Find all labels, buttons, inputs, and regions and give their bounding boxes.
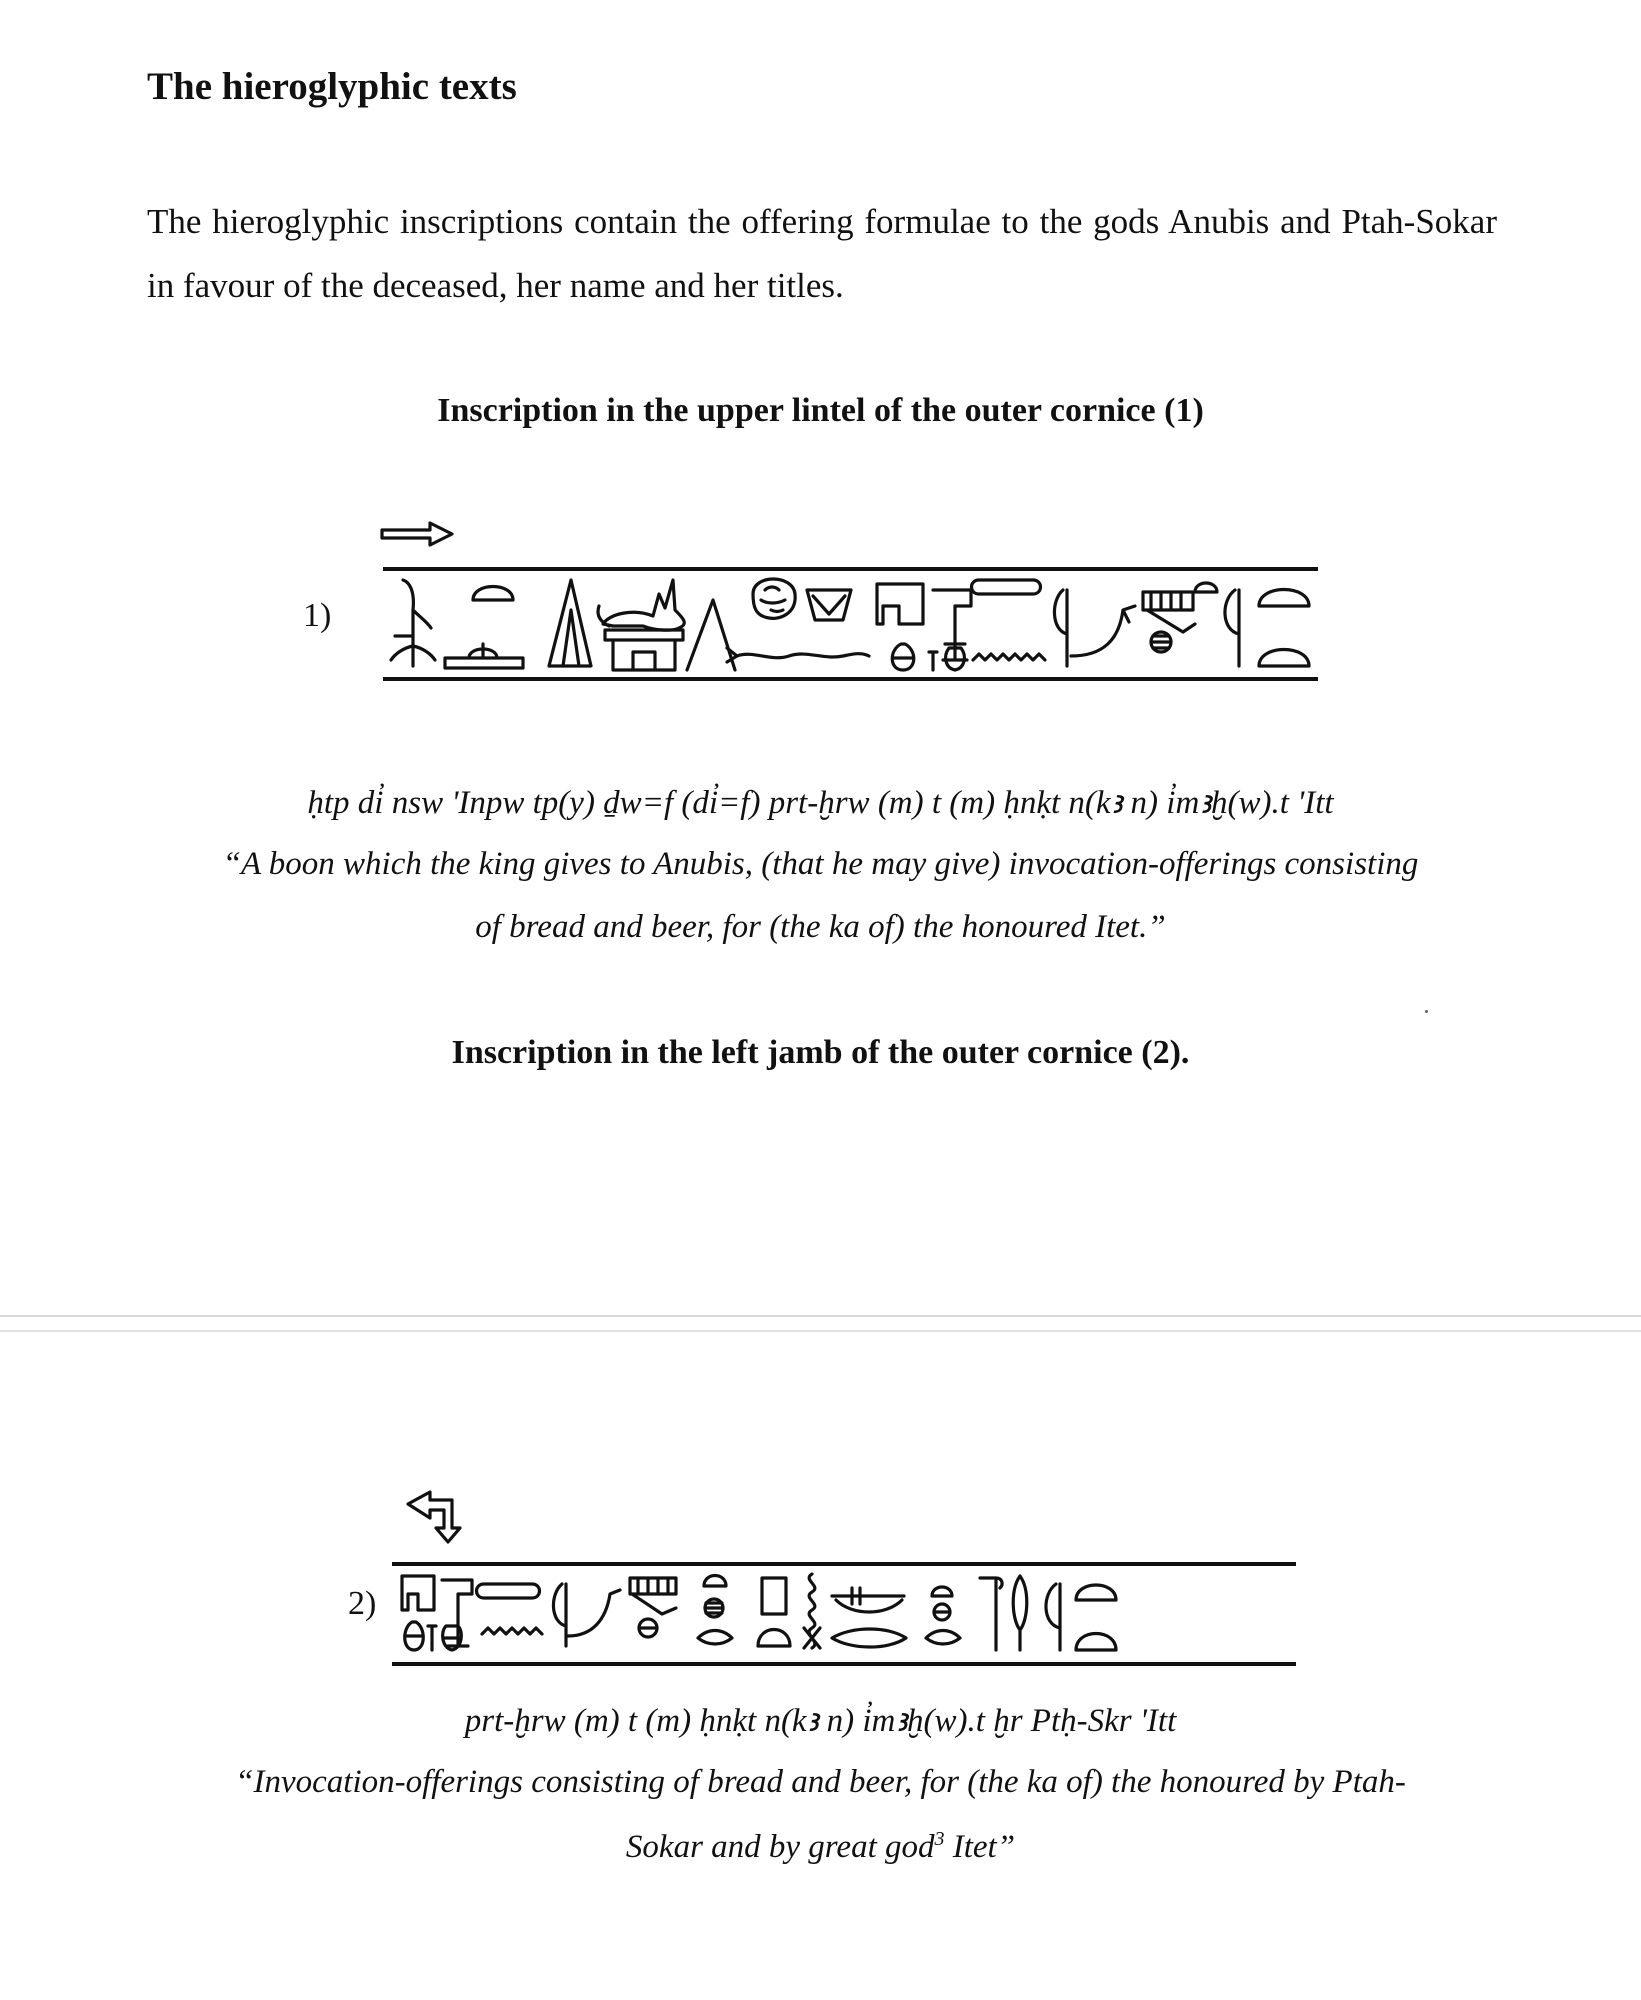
inscription-1-transliteration: ḥtp di̓ nsw 'Inpw tp(y) ḏw=f (di̓=f) prt-ḫrw (m) t (m) ḥnḳt n(kꜣ n) i̓mꜣḫ(w).t 'Itt xyxy=(307,785,1334,821)
inscription-2-glyph-row xyxy=(392,1566,1296,1662)
inscription-2-translation-line-1: “Invocation-offerings consisting of bread and beer, for (the ka of) the honoured by Ptah- xyxy=(235,1764,1406,1800)
page-break-line xyxy=(0,1315,1641,1317)
reed-leaf-icon xyxy=(1046,1584,1060,1650)
bread-loaf-icon xyxy=(972,580,1041,594)
placenta-icon xyxy=(1151,632,1171,652)
inscription-2-title: Inscription in the left jamb of the outer cornice (2). xyxy=(451,1034,1190,1071)
inscription-1-glyph-row xyxy=(383,570,1318,680)
translation-text: Itet” xyxy=(944,1829,1016,1865)
mouth-stroke-icon xyxy=(687,600,735,670)
plough-icon xyxy=(1143,592,1195,632)
page-break-line xyxy=(0,1330,1641,1332)
stool-icon xyxy=(758,1578,790,1646)
sedge-plant-icon xyxy=(391,580,435,666)
reed-leaf-icon xyxy=(1225,590,1239,666)
intro-paragraph: The hieroglyphic inscriptions contain the offering formulae to the gods Anubis and Ptah-Sokar in favour of the deceased, her name and her titles. xyxy=(147,202,1497,305)
bread-loaf-icon xyxy=(1259,590,1309,667)
twisted-flax-icon xyxy=(804,1574,820,1648)
direction-arrow-turn-down-icon xyxy=(400,1490,470,1545)
bread-loaf-icon xyxy=(473,587,513,601)
sceptre-icon xyxy=(980,1578,1002,1650)
conical-loaf-icon xyxy=(549,580,591,666)
inscription-1-translation-line-2: of bread and beer, for (the ka of) the honoured Itet.” xyxy=(475,909,1166,945)
inscription-1-title: Inscription in the upper lintel of the outer cornice (1) xyxy=(437,392,1204,429)
inscription-1-translation-line-1: “A boon which the king gives to Anubis, (that he may give) invocation-offerings consisting xyxy=(222,846,1419,882)
stray-dot xyxy=(1425,1010,1428,1013)
boat-icon xyxy=(832,1588,906,1647)
basket-icon xyxy=(807,590,851,620)
anubis-jackal-on-shrine-icon xyxy=(598,580,684,670)
arm-icon xyxy=(553,1584,620,1646)
direction-arrow-right-icon xyxy=(378,520,458,550)
offering-table-icon xyxy=(445,644,523,668)
bread-loaf-icon xyxy=(477,1584,540,1598)
face-icon xyxy=(753,579,795,618)
bread-loaf-icon xyxy=(1195,583,1217,592)
inscription-2-bottom-rule xyxy=(392,1662,1296,1666)
feather-icon xyxy=(1013,1576,1027,1650)
horned-viper-icon xyxy=(727,648,869,662)
footnote-marker: 3 xyxy=(934,1828,945,1850)
inscription-2-translation-line-2 xyxy=(0,1828,1641,1866)
plough-icon xyxy=(630,1578,676,1637)
inscription-2-number: 2) xyxy=(348,1585,377,1622)
water-ripple-icon xyxy=(973,654,1045,660)
section-heading: The hieroglyphic texts xyxy=(147,65,517,108)
inscription-1-number: 1) xyxy=(303,597,332,634)
translation-text: Sokar and by great god xyxy=(625,1829,935,1865)
arm-icon xyxy=(1071,606,1135,656)
inscription-2-transliteration: prt-ḫrw (m) t (m) ḥnḳt n(kꜣ n) i̓mꜣḫ(w).t ḫr Ptḥ-Skr 'Itt xyxy=(464,1703,1177,1739)
bread-loaf-icon xyxy=(698,1576,732,1645)
water-ripple-icon xyxy=(482,1628,542,1634)
bread-loaf-icon xyxy=(1076,1585,1116,1650)
folded-cloth-icon xyxy=(1054,590,1067,666)
mouth-icon xyxy=(926,1587,960,1644)
